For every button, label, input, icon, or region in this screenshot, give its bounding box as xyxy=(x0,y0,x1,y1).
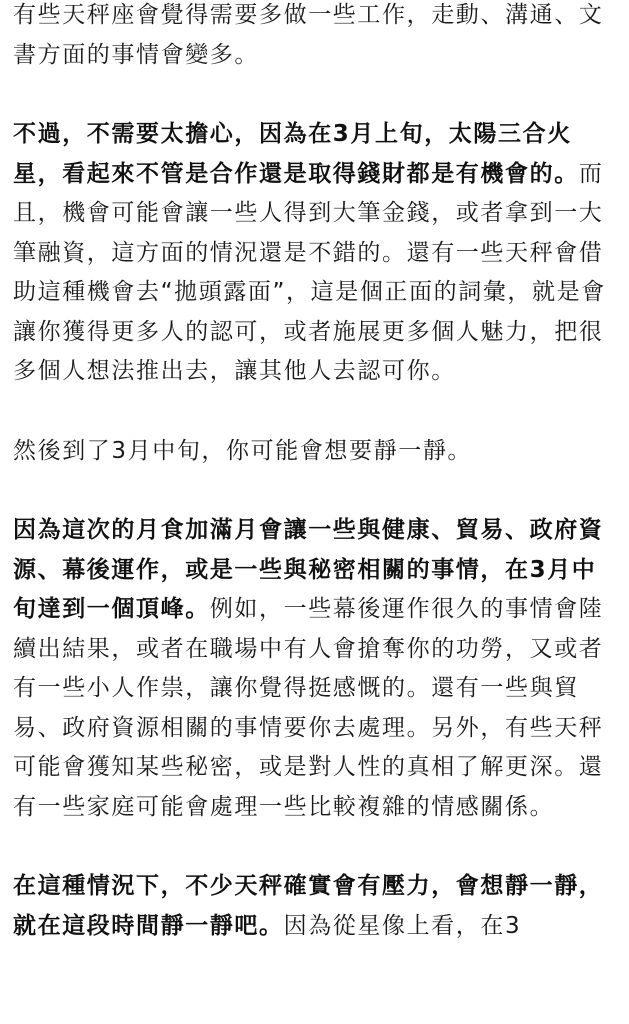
paragraph-5-bold: 在這種情況下，不少天秤確實會有壓力，會想靜一靜，就在這段時間靜一靜吧。 xyxy=(13,873,604,939)
paragraph-4-bold: 因為這次的月食加滿月會讓一些與健康、貿易、政府資源、幕後運作，或是一些與秘密相關的事情，在3月中旬達到一個頂峰。 xyxy=(13,517,604,622)
paragraph-4 xyxy=(13,511,617,827)
paragraph-1 xyxy=(13,0,617,75)
paragraph-3 xyxy=(13,432,617,472)
paragraph-2-text: 而且，機會可能會讓一些人得到大筆金錢，或者拿到一大筆融資，這方面的情況還是不錯的。還有一些天秤會借助這種機會去“拋頭露面”，這是個正面的詞彙，就是會讓你獲得更多人的認可，或者施展更多個人魅力，把很多個人想法推出去，讓其他人去認可你。 xyxy=(13,160,606,384)
article-body xyxy=(13,0,617,946)
paragraph-2 xyxy=(13,115,617,392)
paragraph-2-bold: 不過，不需要太擔心，因為在3月上旬，太陽三合火星，看起來不管是合作還是取得錢財都是有機會的。 xyxy=(13,121,579,187)
paragraph-4-text: 例如，一些幕後運作很久的事情會陸續出結果，或者在職場中有人會搶奪你的功勞，又或者有一些小人作祟，讓你覺得挺感慨的。還有一些與貿易、政府資源相關的事情要你去處理。另外，有些天秤可能會獲知某些秘密，或是對人性的真相了解更深。還有一些家庭可能會處理一些比較複雜的情感關係。 xyxy=(13,596,604,820)
paragraph-1-text: 有些天秤座會覺得需要多做一些工作，走動、溝通、文書方面的事情會變多。 xyxy=(13,2,604,68)
paragraph-5-text: 因為從星像上看，在3 xyxy=(283,912,522,939)
paragraph-3-text: 然後到了3月中旬，你可能會想要靜一靜。 xyxy=(13,437,473,464)
paragraph-5 xyxy=(13,867,617,946)
